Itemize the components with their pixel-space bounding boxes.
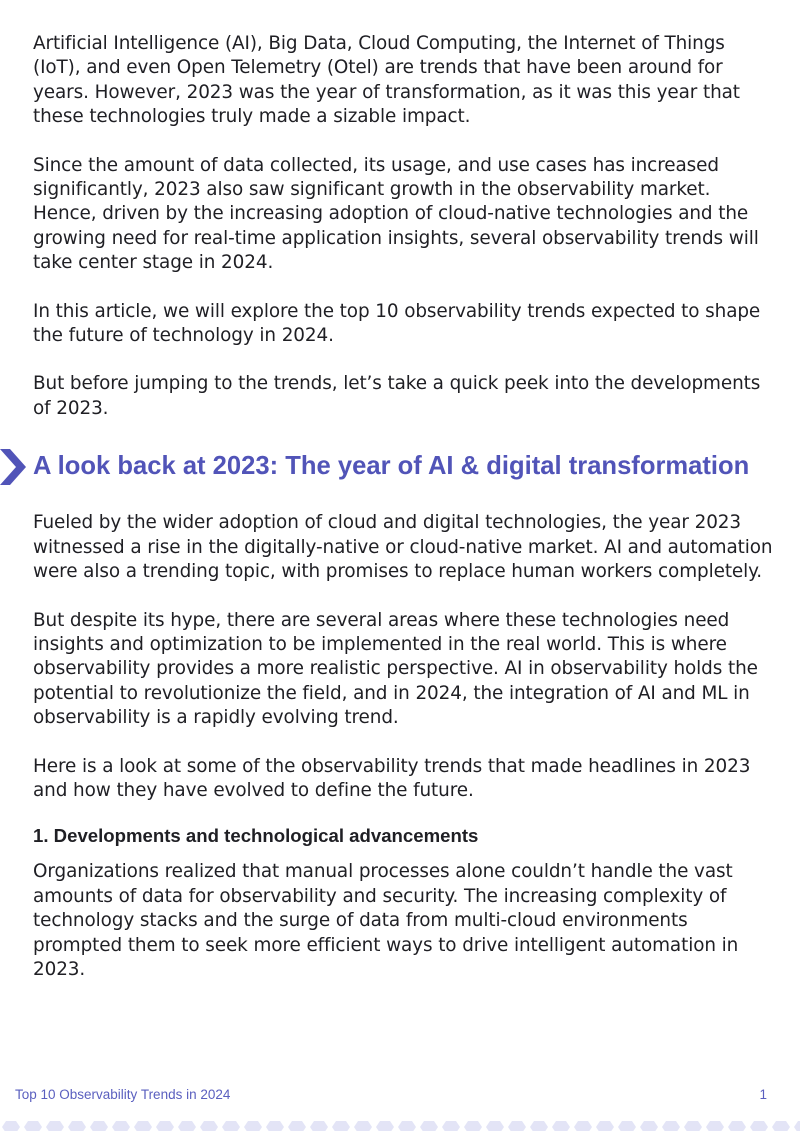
pattern-hexagon <box>156 1121 174 1131</box>
pattern-hexagon <box>662 1121 680 1131</box>
section-heading: A look back at 2023: The year of AI & digital transformation <box>33 452 750 481</box>
section-paragraph-3: Here is a look at some of the observability trends that made headlines in 2023 and how they have evolved to define the future. <box>33 755 751 801</box>
page-footer <box>15 1087 767 1102</box>
section-paragraph-2: But despite its hype, there are several areas where these technologies need insights and optimization to be implemented in the real world. This is where observability provides a more realistic perspective. AI in observability holds the potential to revolutionize the field, and in 2024, the integration of AI and ML in observability is a rapidly evolving trend. <box>33 609 758 729</box>
chevron-right-icon <box>0 449 26 485</box>
pattern-hexagon <box>618 1121 636 1131</box>
pattern-hexagon <box>442 1121 460 1131</box>
pattern-hexagon <box>134 1121 152 1131</box>
pattern-hexagon <box>420 1121 438 1131</box>
decorative-pattern-strip <box>0 1119 800 1131</box>
pattern-hexagon <box>684 1121 702 1131</box>
pattern-hexagon <box>706 1121 724 1131</box>
pattern-hexagon <box>222 1121 240 1131</box>
pattern-hexagon <box>750 1121 768 1131</box>
pattern-hexagon <box>112 1121 130 1131</box>
section-heading-block <box>33 443 773 493</box>
intro-paragraph-1: Artificial Intelligence (AI), Big Data, Cloud Computing, the Internet of Things (IoT), and even Open Telemetry (Otel) are trends that have been around for years. However, 2023 was the year of transformation, as it was this year that these technologies truly made a sizable impact. <box>33 33 740 128</box>
pattern-hexagon <box>376 1121 394 1131</box>
pattern-hexagon <box>288 1121 306 1131</box>
pattern-hexagon <box>2 1121 20 1131</box>
pattern-hexagon <box>332 1121 350 1131</box>
pattern-hexagon <box>200 1121 218 1131</box>
pattern-hexagon <box>354 1121 372 1131</box>
pattern-hexagon <box>508 1121 526 1131</box>
footer-title: Top 10 Observability Trends in 2024 <box>15 1087 231 1102</box>
intro-paragraph-4: But before jumping to the trends, let’s take a quick peek into the developments of 2023. <box>33 373 761 419</box>
pattern-hexagon <box>486 1121 504 1131</box>
pattern-hexagon <box>310 1121 328 1131</box>
section-paragraph-4: Organizations realized that manual processes alone couldn’t handle the vast amounts of data for observability and security. The increasing complexity of technology stacks and the surge of data from multi-cloud environments prompted them to seek more efficient ways to drive intelligent automation in 2023. <box>33 861 739 980</box>
page-content <box>33 32 773 982</box>
page-number: 1 <box>759 1087 767 1102</box>
pattern-hexagon <box>728 1121 746 1131</box>
pattern-hexagon <box>596 1121 614 1131</box>
pattern-hexagon <box>90 1121 108 1131</box>
pattern-hexagon <box>464 1121 482 1131</box>
subheading: 1. Developments and technological advancements <box>33 825 479 847</box>
pattern-hexagon <box>178 1121 196 1131</box>
pattern-hexagon <box>640 1121 658 1131</box>
pattern-hexagon <box>552 1121 570 1131</box>
pattern-hexagon <box>398 1121 416 1131</box>
pattern-hexagon <box>772 1121 790 1131</box>
pattern-hexagon <box>530 1121 548 1131</box>
pattern-hexagon <box>266 1121 284 1131</box>
intro-paragraph-3: In this article, we will explore the top 10 observability trends expected to shape the future of technology in 2024. <box>33 300 761 347</box>
pattern-hexagon <box>794 1121 800 1131</box>
pattern-hexagon <box>68 1121 86 1131</box>
pattern-hexagon <box>244 1121 262 1131</box>
pattern-hexagon <box>46 1121 64 1131</box>
pattern-hexagon <box>574 1121 592 1131</box>
pattern-hexagon <box>24 1121 42 1131</box>
intro-paragraph-2: Since the amount of data collected, its usage, and use cases has increased significantly, 2023 also saw significant growth in the observability market. Hence, driven by the increasing adoption of cloud-native technologies and the growing need for real-time application insights, several observability trends will take center stage in 2024. <box>33 154 759 274</box>
section-paragraph-1: Fueled by the wider adoption of cloud and digital technologies, the year 2023 witnessed a rise in the digitally-native or cloud-native market. AI and automation were also a trending topic, with promises to replace human workers completely. <box>33 512 773 583</box>
